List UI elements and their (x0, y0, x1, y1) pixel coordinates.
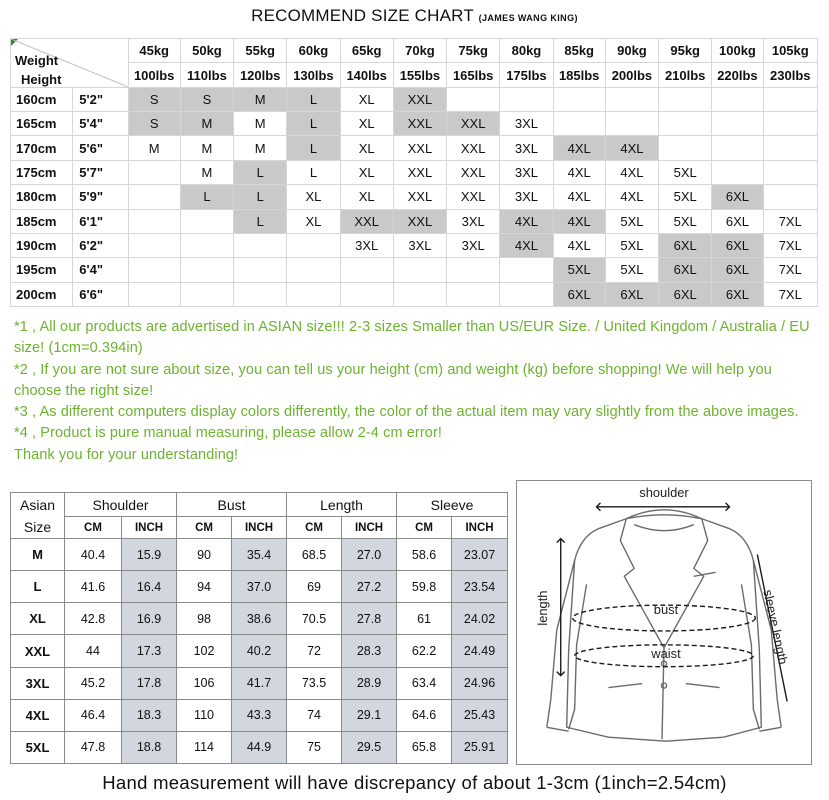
size-cell: 7XL (763, 233, 817, 257)
size-cell (287, 233, 340, 257)
cm-value-cell: 63.4 (397, 667, 452, 699)
size-cell (553, 112, 605, 136)
height-ft-cell: 6'1" (73, 209, 128, 233)
size-cell (393, 282, 446, 306)
kg-header-cell: 70kg (393, 39, 446, 63)
size-cell: XXL (447, 160, 500, 184)
cm-value-cell: 59.8 (397, 571, 452, 603)
size-cell (605, 112, 658, 136)
size-cell: XXL (340, 209, 393, 233)
lbs-header-cell: 185lbs (553, 63, 605, 87)
height-cm-cell: 170cm (11, 136, 73, 160)
asian-size-cell: XL (11, 603, 65, 635)
cm-value-cell: 40.4 (65, 539, 122, 571)
inch-value-cell: 44.9 (232, 731, 287, 763)
size-cell: XXL (447, 136, 500, 160)
cm-value-cell: 65.8 (397, 731, 452, 763)
size-cell: 4XL (553, 233, 605, 257)
size-cell (605, 87, 658, 111)
size-cell (712, 136, 763, 160)
size-cell: 4XL (553, 209, 605, 233)
kg-header-cell: 85kg (553, 39, 605, 63)
inch-value-cell: 29.5 (342, 731, 397, 763)
asian-size-cell: 4XL (11, 699, 65, 731)
kg-header-cell: 100kg (712, 39, 763, 63)
size-cell: 6XL (712, 282, 763, 306)
size-cell (763, 87, 817, 111)
size-cell (340, 258, 393, 282)
lbs-header-row (11, 63, 818, 87)
inch-value-cell: 23.54 (452, 571, 508, 603)
size-cell: XL (287, 185, 340, 209)
measurement-row (11, 571, 508, 603)
height-cm-cell: 195cm (11, 258, 73, 282)
size-cell: 6XL (712, 185, 763, 209)
size-cell: 4XL (605, 136, 658, 160)
cm-value-cell: 90 (177, 539, 232, 571)
size-cell (500, 282, 553, 306)
lbs-header-cell: 210lbs (659, 63, 712, 87)
size-cell: XL (340, 185, 393, 209)
size-cell (128, 233, 180, 257)
height-cm-cell: 165cm (11, 112, 73, 136)
kg-header-cell: 50kg (180, 39, 233, 63)
cm-value-cell: 72 (287, 635, 342, 667)
size-cell: 4XL (605, 160, 658, 184)
bust-header: Bust (177, 493, 287, 517)
size-cell (340, 282, 393, 306)
cm-value-cell: 73.5 (287, 667, 342, 699)
size-cell: S (128, 87, 180, 111)
size-chart-row (11, 112, 818, 136)
size-cell (763, 112, 817, 136)
size-chart-row (11, 209, 818, 233)
size-cell: 6XL (605, 282, 658, 306)
size-cell: XL (287, 209, 340, 233)
asian-size-header (11, 493, 65, 539)
inch-value-cell: 27.0 (342, 539, 397, 571)
size-cell (712, 112, 763, 136)
cm-value-cell: 58.6 (397, 539, 452, 571)
size-cell (659, 87, 712, 111)
size-cell: XL (340, 112, 393, 136)
size-chart-row (11, 136, 818, 160)
inch-value-cell: 40.2 (232, 635, 287, 667)
size-cell: XL (340, 160, 393, 184)
cm-value-cell: 114 (177, 731, 232, 763)
size-cell: XXL (393, 185, 446, 209)
cm-value-cell: 61 (397, 603, 452, 635)
size-cell (128, 160, 180, 184)
inch-value-cell: 41.7 (232, 667, 287, 699)
size-cell (128, 209, 180, 233)
unit-inch: INCH (452, 517, 508, 539)
lbs-header-cell: 140lbs (340, 63, 393, 87)
inch-value-cell: 43.3 (232, 699, 287, 731)
size-cell: 4XL (553, 160, 605, 184)
size-cell: 3XL (447, 233, 500, 257)
note-line: *2 , If you are not sure about size, you can tell us your height (cm) and weight (kg) before shopping! We will help you choose the right size! (14, 361, 772, 399)
note-line: *1 , All our products are advertised in ASIAN size!!! 2-3 sizes Smaller than US/EUR Size. / United Kingdom / Australia / EU size! (1cm=0.394in) (14, 319, 810, 357)
diagram-bust-label: bust (653, 602, 679, 618)
height-cm-cell: 175cm (11, 160, 73, 184)
size-cell: M (180, 136, 233, 160)
size-cell (180, 209, 233, 233)
unit-cm: CM (177, 517, 232, 539)
size-cell: L (287, 136, 340, 160)
size-cell: XL (340, 87, 393, 111)
size-cell: L (287, 112, 340, 136)
inch-value-cell: 24.49 (452, 635, 508, 667)
size-cell (180, 258, 233, 282)
note-line: *3 , As different computers display colors differently, the color of the actual item may vary slightly from the above images. (14, 404, 799, 421)
asian-size-cell: L (11, 571, 65, 603)
inch-value-cell: 28.9 (342, 667, 397, 699)
measurement-row (11, 635, 508, 667)
corner-labels (15, 51, 61, 89)
size-cell: XXL (393, 112, 446, 136)
cm-value-cell: 46.4 (65, 699, 122, 731)
size-cell (287, 282, 340, 306)
size-cell: M (180, 160, 233, 184)
kg-header-cell: 75kg (447, 39, 500, 63)
size-cell (393, 258, 446, 282)
title-main: RECOMMEND SIZE CHART (251, 6, 474, 25)
page-title (0, 6, 829, 26)
size-cell: 7XL (763, 209, 817, 233)
size-cell (659, 112, 712, 136)
size-cell: M (234, 87, 287, 111)
kg-header-cell: 105kg (763, 39, 817, 63)
size-cell (128, 258, 180, 282)
size-cell: 3XL (500, 160, 553, 184)
size-cell: L (287, 160, 340, 184)
asian-size-cell: 5XL (11, 731, 65, 763)
cm-value-cell: 47.8 (65, 731, 122, 763)
inch-value-cell: 27.2 (342, 571, 397, 603)
size-cell (500, 87, 553, 111)
size-cell: XXL (447, 112, 500, 136)
size-cell: 4XL (500, 209, 553, 233)
size-cell (180, 282, 233, 306)
notes-section (14, 317, 814, 466)
height-cm-cell: 185cm (11, 209, 73, 233)
size-cell: 6XL (712, 209, 763, 233)
size-cell: 4XL (553, 136, 605, 160)
height-cm-cell: 190cm (11, 233, 73, 257)
inch-value-cell: 25.91 (452, 731, 508, 763)
inch-value-cell: 16.9 (122, 603, 177, 635)
size-cell: L (234, 160, 287, 184)
inch-value-cell: 17.3 (122, 635, 177, 667)
inch-value-cell: 16.4 (122, 571, 177, 603)
size-cell (234, 282, 287, 306)
size-cell (234, 233, 287, 257)
height-ft-cell: 5'2" (73, 87, 128, 111)
length-header: Length (287, 493, 397, 517)
inch-value-cell: 18.8 (122, 731, 177, 763)
kg-header-cell: 80kg (500, 39, 553, 63)
jacket-illustration (517, 481, 811, 764)
size-cell: 5XL (659, 185, 712, 209)
size-chart-table (10, 38, 818, 307)
inch-value-cell: 15.9 (122, 539, 177, 571)
lbs-header-cell: 175lbs (500, 63, 553, 87)
cm-value-cell: 110 (177, 699, 232, 731)
size-cell (659, 136, 712, 160)
measurement-row (11, 603, 508, 635)
inch-value-cell: 23.07 (452, 539, 508, 571)
unit-inch: INCH (232, 517, 287, 539)
size-cell: M (180, 112, 233, 136)
kg-header-row (11, 39, 818, 63)
size-cell (447, 87, 500, 111)
kg-header-cell: 95kg (659, 39, 712, 63)
lbs-header-cell: 110lbs (180, 63, 233, 87)
chart-corner (11, 39, 129, 88)
size-cell: 5XL (659, 160, 712, 184)
size-cell: 3XL (393, 233, 446, 257)
size-cell: 3XL (447, 209, 500, 233)
kg-header-cell: 65kg (340, 39, 393, 63)
corner-height-label: Height (21, 72, 62, 87)
size-cell: S (180, 87, 233, 111)
cm-value-cell: 64.6 (397, 699, 452, 731)
diagram-waist-label: waist (651, 645, 681, 661)
size-cell: 5XL (605, 233, 658, 257)
corner-weight-label: Weight (15, 53, 59, 68)
size-cell: XL (340, 136, 393, 160)
size-cell (763, 160, 817, 184)
asian-size-cell: XXL (11, 635, 65, 667)
size-cell: L (234, 209, 287, 233)
unit-cm: CM (397, 517, 452, 539)
size-cell: XXL (393, 160, 446, 184)
size-cell (447, 282, 500, 306)
size-cell (234, 258, 287, 282)
cm-value-cell: 106 (177, 667, 232, 699)
cm-value-cell: 41.6 (65, 571, 122, 603)
inch-value-cell: 18.3 (122, 699, 177, 731)
title-brand: (JAMES WANG KING) (478, 13, 578, 23)
size-cell: 6XL (659, 258, 712, 282)
size-cell: XXL (393, 136, 446, 160)
measurement-unit-header (11, 517, 508, 539)
size-cell: 4XL (553, 185, 605, 209)
size-cell (447, 258, 500, 282)
size-cell (180, 233, 233, 257)
shoulder-header: Shoulder (65, 493, 177, 517)
inch-value-cell: 27.8 (342, 603, 397, 635)
lbs-header-cell: 230lbs (763, 63, 817, 87)
cm-value-cell: 94 (177, 571, 232, 603)
size-cell (553, 87, 605, 111)
height-ft-cell: 5'6" (73, 136, 128, 160)
size-cell: 4XL (500, 233, 553, 257)
size-cell: L (180, 185, 233, 209)
asian-size-cell: M (11, 539, 65, 571)
size-cell (763, 136, 817, 160)
size-cell: L (234, 185, 287, 209)
size-chart-row (11, 282, 818, 306)
size-chart-row (11, 185, 818, 209)
size-cell: 5XL (605, 209, 658, 233)
inch-value-cell: 17.8 (122, 667, 177, 699)
measurement-row (11, 667, 508, 699)
size-cell: 6XL (712, 258, 763, 282)
kg-header-cell: 60kg (287, 39, 340, 63)
note-line: *4 , Product is pure manual measuring, please allow 2-4 cm error! (14, 425, 442, 442)
size-cell: 5XL (553, 258, 605, 282)
cm-value-cell: 69 (287, 571, 342, 603)
height-ft-cell: 5'4" (73, 112, 128, 136)
cm-value-cell: 42.8 (65, 603, 122, 635)
lbs-header-cell: 130lbs (287, 63, 340, 87)
cm-value-cell: 68.5 (287, 539, 342, 571)
size-cell (128, 185, 180, 209)
cm-value-cell: 70.5 (287, 603, 342, 635)
inch-value-cell: 35.4 (232, 539, 287, 571)
size-label: Size (23, 518, 52, 535)
cm-value-cell: 75 (287, 731, 342, 763)
size-cell: 3XL (500, 136, 553, 160)
lbs-header-cell: 200lbs (605, 63, 658, 87)
unit-cm: CM (287, 517, 342, 539)
size-cell: 6XL (659, 233, 712, 257)
asian-label: Asian (19, 496, 56, 513)
height-ft-cell: 5'7" (73, 160, 128, 184)
sleeve-header: Sleeve (397, 493, 508, 517)
kg-header-cell: 45kg (128, 39, 180, 63)
measurement-row (11, 699, 508, 731)
unit-inch: INCH (342, 517, 397, 539)
height-cm-cell: 180cm (11, 185, 73, 209)
diagram-length-label: length (534, 590, 550, 626)
measurement-group-header (11, 493, 508, 517)
asian-size-cell: 3XL (11, 667, 65, 699)
inch-value-cell: 25.43 (452, 699, 508, 731)
size-cell: XXL (447, 185, 500, 209)
size-cell: 5XL (659, 209, 712, 233)
cm-value-cell: 45.2 (65, 667, 122, 699)
height-cm-cell: 160cm (11, 87, 73, 111)
size-cell: 5XL (605, 258, 658, 282)
size-cell: 6XL (712, 233, 763, 257)
size-cell: M (234, 136, 287, 160)
size-cell (763, 185, 817, 209)
height-cm-cell: 200cm (11, 282, 73, 306)
lbs-header-cell: 100lbs (128, 63, 180, 87)
measurement-row (11, 731, 508, 763)
size-cell (712, 87, 763, 111)
inch-value-cell: 28.3 (342, 635, 397, 667)
height-ft-cell: 6'2" (73, 233, 128, 257)
lbs-header-cell: 120lbs (234, 63, 287, 87)
diagram-sleeve-label: sleeve length (760, 588, 791, 666)
size-cell: S (128, 112, 180, 136)
size-cell (287, 258, 340, 282)
height-ft-cell: 6'6" (73, 282, 128, 306)
height-ft-cell: 6'4" (73, 258, 128, 282)
inch-value-cell: 37.0 (232, 571, 287, 603)
cm-value-cell: 74 (287, 699, 342, 731)
size-cell: 3XL (500, 112, 553, 136)
lbs-header-cell: 165lbs (447, 63, 500, 87)
size-cell: 6XL (553, 282, 605, 306)
inch-value-cell: 24.96 (452, 667, 508, 699)
size-cell (128, 282, 180, 306)
size-cell: XXL (393, 87, 446, 111)
size-cell: 3XL (340, 233, 393, 257)
size-cell: 6XL (659, 282, 712, 306)
size-chart-row (11, 87, 818, 111)
unit-inch: INCH (122, 517, 177, 539)
size-cell (712, 160, 763, 184)
cm-value-cell: 102 (177, 635, 232, 667)
size-cell: M (128, 136, 180, 160)
size-chart-row (11, 160, 818, 184)
measurement-row (11, 539, 508, 571)
size-cell: L (287, 87, 340, 111)
inch-value-cell: 29.1 (342, 699, 397, 731)
jacket-measurement-diagram (516, 480, 812, 765)
lbs-header-cell: 155lbs (393, 63, 446, 87)
height-ft-cell: 5'9" (73, 185, 128, 209)
footer-note: Hand measurement will have discrepancy of about 1-3cm (1inch=2.54cm) (102, 772, 727, 793)
cm-value-cell: 98 (177, 603, 232, 635)
size-chart-row (11, 258, 818, 282)
lbs-header-cell: 220lbs (712, 63, 763, 87)
size-chart-row (11, 233, 818, 257)
inch-value-cell: 38.6 (232, 603, 287, 635)
size-cell: 4XL (605, 185, 658, 209)
kg-header-cell: 55kg (234, 39, 287, 63)
inch-value-cell: 24.02 (452, 603, 508, 635)
measurement-table (10, 492, 508, 764)
size-cell: 7XL (763, 258, 817, 282)
kg-header-cell: 90kg (605, 39, 658, 63)
unit-cm: CM (65, 517, 122, 539)
cm-value-cell: 44 (65, 635, 122, 667)
cm-value-cell: 62.2 (397, 635, 452, 667)
diagram-shoulder-label: shoulder (639, 484, 689, 500)
size-cell (500, 258, 553, 282)
size-cell: 7XL (763, 282, 817, 306)
note-line: Thank you for your understanding! (14, 446, 239, 463)
size-cell: M (234, 112, 287, 136)
size-cell: 3XL (500, 185, 553, 209)
size-cell: XXL (393, 209, 446, 233)
